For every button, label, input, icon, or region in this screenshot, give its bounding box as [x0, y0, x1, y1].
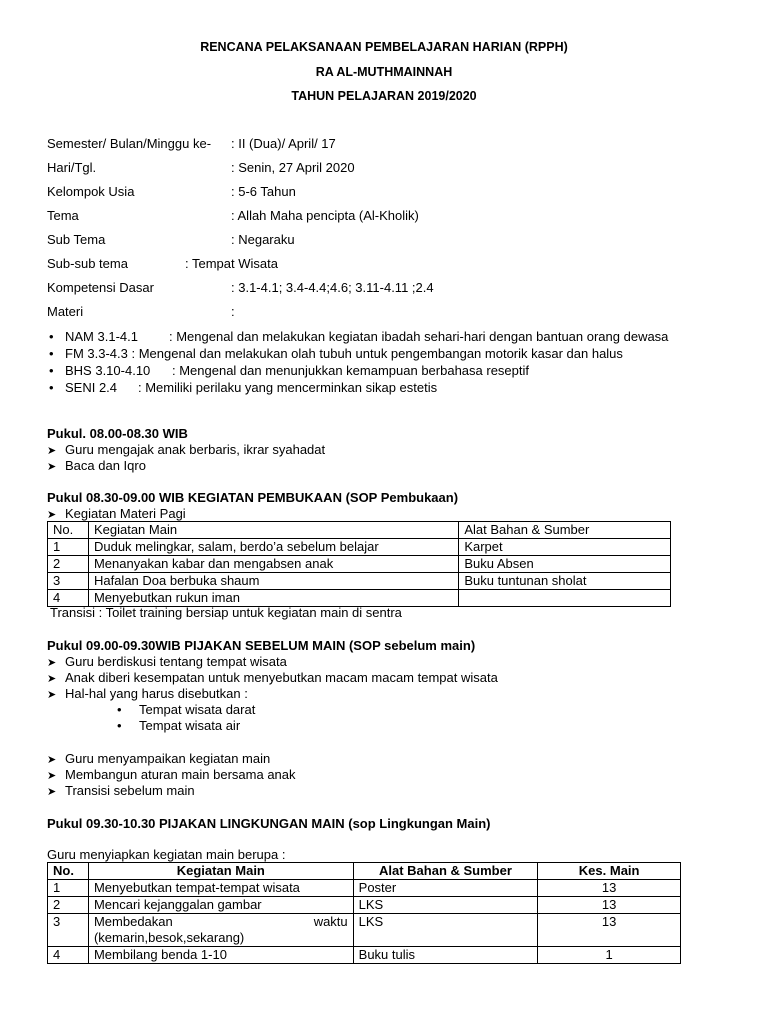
- table-cell: Membedakan waktu (kemarin,besok,sekarang): [88, 914, 353, 947]
- info-label: Semester/ Bulan/Minggu ke-: [47, 136, 212, 151]
- table-cell: Menyebutkan tempat-tempat wisata: [88, 880, 353, 897]
- table-header-row: [48, 522, 671, 539]
- section3-item-text: Guru menyampaikan kegiatan main: [65, 751, 271, 766]
- info-row-date: [47, 160, 355, 175]
- table-cell: 13: [538, 880, 681, 897]
- materi-item: [47, 345, 721, 362]
- section3-item: [47, 767, 296, 782]
- info-row-subsubtheme: [47, 256, 278, 271]
- table-row: [48, 539, 671, 556]
- materi-text: : Mengenal dan melakukan olah tubuh untuk pengembangan motorik kasar dan halus: [127, 346, 623, 361]
- info-value: : II (Dua)/ April/ 17: [231, 136, 336, 151]
- section3-subitem-text: Tempat wisata air: [139, 718, 241, 733]
- info-value: :: [231, 304, 235, 319]
- table-cell: Duduk melingkar, salam, berdo’a sebelum belajar: [88, 539, 458, 556]
- table-row: [48, 556, 671, 573]
- info-value: : Allah Maha pencipta (Al-Kholik): [231, 208, 419, 223]
- info-row-theme: [47, 208, 419, 223]
- section1-item-text: Guru mengajak anak berbaris, ikrar syahadat: [65, 442, 326, 457]
- section3-item-text: Anak diberi kesempatan untuk menyebutkan macam macam tempat wisata: [65, 670, 498, 685]
- section1-item: [47, 458, 146, 473]
- arrow-bullet-icon: ➤: [47, 770, 57, 782]
- section3-subitem: [117, 702, 255, 717]
- info-value: : 3.1-4.1; 3.4-4.4;4.6; 3.11-4.11 ;2.4: [231, 280, 434, 295]
- materi-text: : Mengenal dan melakukan kegiatan ibadah sehari-hari dengan bantuan orang dewasa: [169, 329, 669, 344]
- table-cell: [459, 590, 671, 607]
- info-row-materi: [47, 304, 235, 319]
- section1-item: [47, 442, 325, 457]
- table-row: [48, 897, 681, 914]
- table-row: [48, 573, 671, 590]
- info-value: : Tempat Wisata: [185, 256, 278, 271]
- arrow-bullet-icon: ➤: [47, 786, 57, 798]
- section3-heading: Pukul 09.00-09.30WIB PIJAKAN SEBELUM MAIN (SOP sebelum main): [47, 638, 476, 653]
- info-label: Hari/Tgl.: [47, 160, 97, 175]
- section3-subitem: [117, 718, 240, 733]
- table-cell: 3: [48, 914, 89, 947]
- materi-item: [47, 328, 721, 345]
- section3-item: [47, 670, 498, 685]
- table-cell: 4: [48, 947, 89, 964]
- transition-text: Transisi : Toilet training bersiap untuk kegiatan main di sentra: [50, 605, 402, 620]
- arrow-bullet-icon: ➤: [47, 461, 57, 473]
- table-header-cell: Alat Bahan & Sumber: [353, 863, 538, 880]
- table-row: [48, 880, 681, 897]
- info-row-age: [47, 184, 296, 199]
- section3-item: [47, 686, 248, 701]
- info-label: Sub Tema: [47, 232, 106, 247]
- section3-subitem-text: Tempat wisata darat: [139, 702, 256, 717]
- table-header-cell: Kegiatan Main: [88, 522, 458, 539]
- materi-text: : Mengenal dan menunjukkan kemampuan berbahasa reseptif: [172, 363, 530, 378]
- info-label: Sub-sub tema: [47, 256, 128, 271]
- table-cell: Mencari kejanggalan gambar: [88, 897, 353, 914]
- arrow-bullet-icon: ➤: [47, 445, 57, 457]
- table-cell: 2: [48, 897, 89, 914]
- materi-item: [47, 362, 721, 379]
- info-label: Kelompok Usia: [47, 184, 135, 199]
- table-header-cell: Kes. Main: [538, 863, 681, 880]
- doc-title: RENCANA PELAKSANAAN PEMBELAJARAN HARIAN (RPPH): [200, 40, 568, 54]
- materi-code: NAM 3.1-4.1: [65, 329, 138, 344]
- table-cell: Poster: [353, 880, 538, 897]
- materi-code: SENI 2.4: [65, 380, 118, 395]
- info-label: Materi: [47, 304, 84, 319]
- table-row: [48, 590, 671, 607]
- info-label: Tema: [47, 208, 79, 223]
- table-cell: LKS: [353, 897, 538, 914]
- table-header-row: [48, 863, 681, 880]
- section4-heading: Pukul 09.30-10.30 PIJAKAN LINGKUNGAN MAIN (sop Lingkungan Main): [47, 816, 491, 831]
- table-cell: Karpet: [459, 539, 671, 556]
- arrow-bullet-icon: ➤: [47, 689, 57, 701]
- morning-activities-table: [47, 521, 671, 607]
- section1-item-text: Baca dan Iqro: [65, 458, 146, 473]
- section3-item: [47, 751, 270, 766]
- info-row-semester: [47, 136, 336, 151]
- info-value: : 5-6 Tahun: [231, 184, 296, 199]
- table-cell: Buku tulis: [353, 947, 538, 964]
- dot-bullet-icon: •: [117, 718, 122, 733]
- info-label: Kompetensi Dasar: [47, 280, 154, 295]
- section2-heading: Pukul 08.30-09.00 WIB KEGIATAN PEMBUKAAN (SOP Pembukaan): [47, 490, 459, 505]
- arrow-bullet-icon: ➤: [47, 657, 57, 669]
- dot-bullet-icon: •: [117, 702, 122, 717]
- table-cell: 3: [48, 573, 89, 590]
- materi-list: [47, 328, 721, 396]
- academic-year: TAHUN PELAJARAN 2019/2020: [291, 89, 477, 103]
- table-cell: LKS: [353, 914, 538, 947]
- section3-item-text: Hal-hal yang harus disebutkan :: [65, 686, 248, 701]
- table-header-cell: Kegiatan Main: [88, 863, 353, 880]
- play-activities-table: [47, 862, 681, 964]
- arrow-bullet-icon: ➤: [47, 754, 57, 766]
- table-cell: 1: [48, 539, 89, 556]
- info-row-competency: [47, 280, 434, 295]
- table-header-cell: Alat Bahan & Sumber: [459, 522, 671, 539]
- table-cell: 13: [538, 914, 681, 947]
- table-cell: 13: [538, 897, 681, 914]
- table-row: [48, 947, 681, 964]
- school-name: RA AL-MUTHMAINNAH: [315, 65, 453, 79]
- materi-code: FM 3.3-4.3: [65, 346, 128, 361]
- arrow-bullet-icon: ➤: [47, 673, 57, 685]
- table-cell: 2: [48, 556, 89, 573]
- table-cell: 1: [48, 880, 89, 897]
- info-value: : Senin, 27 April 2020: [231, 160, 355, 175]
- materi-text: : Memiliki perilaku yang mencerminkan sikap estetis: [138, 380, 438, 395]
- table-cell: 1: [538, 947, 681, 964]
- table-cell: Menanyakan kabar dan mengabsen anak: [88, 556, 458, 573]
- table-cell: Buku tuntunan sholat: [459, 573, 671, 590]
- section3-item-text: Membangun aturan main bersama anak: [65, 767, 296, 782]
- section2-item: [47, 506, 186, 521]
- section3-item-text: Guru berdiskusi tentang tempat wisata: [65, 654, 287, 669]
- section3-item: [47, 783, 195, 798]
- table-cell: 4: [48, 590, 89, 607]
- table-cell: Membilang benda 1-10: [88, 947, 353, 964]
- table-cell: Hafalan Doa berbuka shaum: [88, 573, 458, 590]
- section4-intro: Guru menyiapkan kegiatan main berupa :: [47, 847, 286, 862]
- info-row-subtheme: [47, 232, 295, 247]
- section1-heading: Pukul. 08.00-08.30 WIB: [47, 426, 188, 441]
- table-row: [48, 914, 681, 947]
- table-header-cell: No.: [48, 522, 89, 539]
- materi-item: [47, 379, 721, 396]
- table-cell: Menyebutkan rukun iman: [88, 590, 458, 607]
- section2-item-text: Kegiatan Materi Pagi: [65, 506, 186, 521]
- table-cell: Buku Absen: [459, 556, 671, 573]
- section3-item-text: Transisi sebelum main: [65, 783, 195, 798]
- info-value: : Negaraku: [231, 232, 295, 247]
- materi-code: BHS 3.10-4.10: [65, 363, 151, 378]
- section3-item: [47, 654, 287, 669]
- arrow-bullet-icon: ➤: [47, 509, 57, 521]
- table-header-cell: No.: [48, 863, 89, 880]
